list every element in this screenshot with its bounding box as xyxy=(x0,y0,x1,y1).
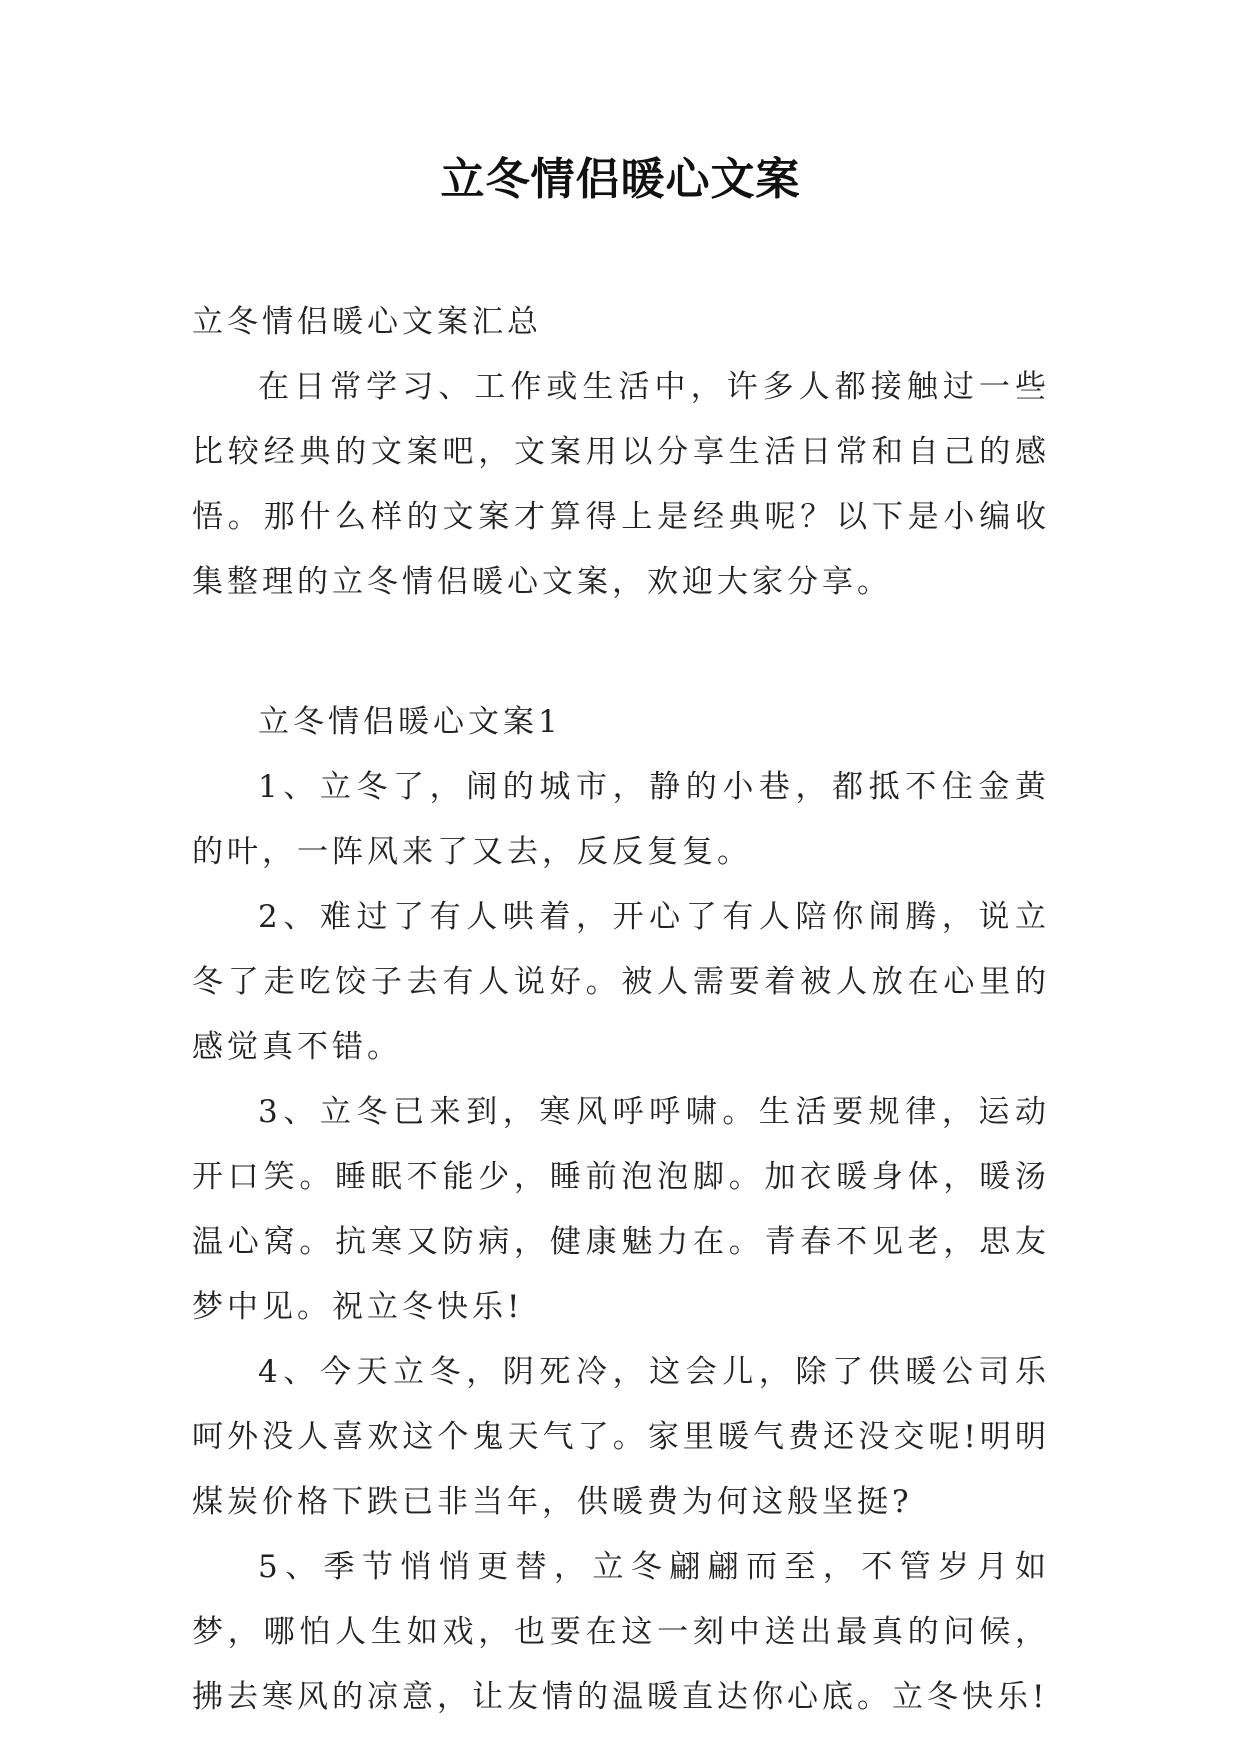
intro-paragraph: 在日常学习、工作或生活中，许多人都接触过一些比较经典的文案吧，文案用以分享生活日常和自己的感悟。那什么样的文案才算得上是经典呢？以下是小编收集整理的立冬情侣暖心文案，欢迎大家分享。 xyxy=(192,369,1050,600)
section-heading: 立冬情侣暖心文案1 xyxy=(258,704,562,740)
document-body xyxy=(192,290,1050,1730)
page-title: 立冬情侣暖心文案 xyxy=(440,154,801,205)
list-item: 1、立冬了，闹的城市，静的小巷，都抵不住金黄的叶，一阵风来了又去，反反复复。 xyxy=(192,769,1050,870)
list-item: 3、立冬已来到，寒风呼呼啸。生活要规律，运动开口笑。睡眠不能少，睡前泡泡脚。加衣暖身体，暖汤温心窝。抗寒又防病，健康魅力在。青春不见老，思友梦中见。祝立冬快乐! xyxy=(192,1094,1050,1325)
list-item: 4、今天立冬，阴死冷，这会儿，除了供暖公司乐呵外没人喜欢这个鬼天气了。家里暖气费还没交呢!明明煤炭价格下跌已非当年，供暖费为何这般坚挺? xyxy=(192,1354,1050,1520)
list-item: 2、难过了有人哄着，开心了有人陪你闹腾，说立冬了走吃饺子去有人说好。被人需要着被人放在心里的感觉真不错。 xyxy=(192,899,1050,1065)
list-item: 5、季节悄悄更替，立冬翩翩而至，不管岁月如梦，哪怕人生如戏，也要在这一刻中送出最真的问候，拂去寒风的凉意，让友情的温暖直达你心底。立冬快乐! xyxy=(192,1549,1050,1715)
document-subtitle: 立冬情侣暖心文案汇总 xyxy=(192,304,542,340)
